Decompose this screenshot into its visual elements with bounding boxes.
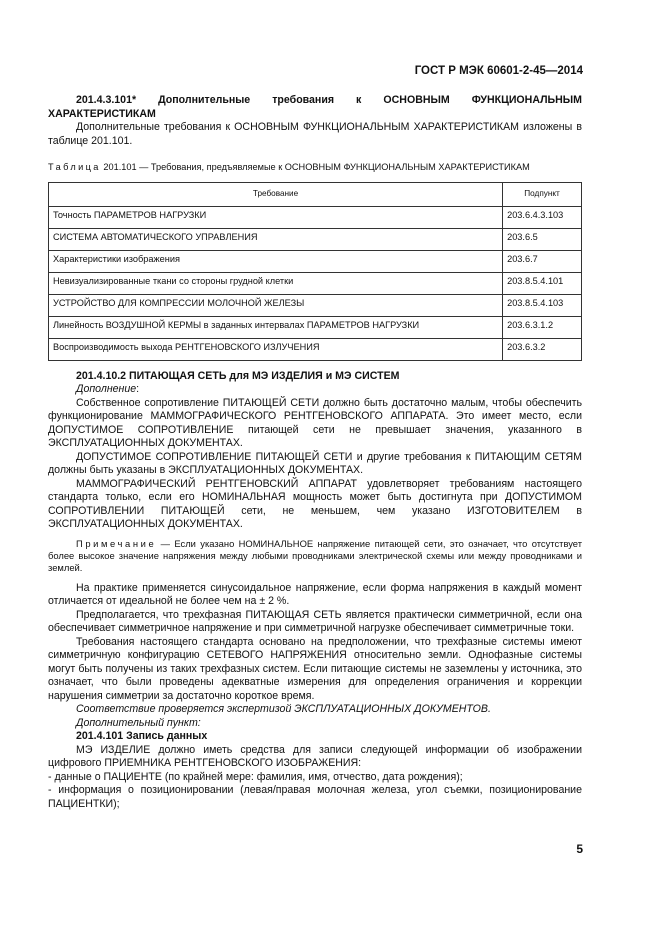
table-row [49, 250, 582, 272]
table-cell-requirement: Точность ПАРАМЕТРОВ НАГРУЗКИ [49, 206, 503, 228]
compliance-statement: Соответствие проверяется экспертизой ЭКСПЛУАТАЦИОННЫХ ДОКУМЕНТОВ. [76, 703, 491, 715]
note-text: — Если указано НОМИНАЛЬНОЕ напряжение питающей сети, это означает, что отсутствует более высокое значение напряжения между любыми проводниками электрической схемы или между проводниками и землей. [48, 537, 582, 573]
paragraph: Предполагается, что трехфазная ПИТАЮЩАЯ СЕТЬ является практически симметричной, если она обеспечивает симметричное напряжение и при симметричной нагрузке обеспечивает симметричные токи. [48, 608, 582, 634]
paragraph: МЭ ИЗДЕЛИЕ должно иметь средства для записи следующей информации об изображении цифрового ПРИЕМНИКА РЕНТГЕНОВСКОГО ИЗОБРАЖЕНИЯ: [48, 743, 582, 769]
addition-label [48, 383, 582, 397]
additional-subclause-label: Дополнительный пункт: [76, 716, 201, 729]
table-cell-subclause: 203.6.3.1.2 [503, 316, 582, 338]
table-cell-subclause: 203.6.5 [503, 228, 582, 250]
list-item: - информация о позиционировании (левая/правая молочная железа, угол съемки, позиционирование ПАЦИЕНТКИ); [48, 784, 582, 810]
section-heading-201-4-101: 201.4.101 Запись данных [76, 730, 208, 742]
table-caption-word: Таблица [48, 162, 101, 172]
addition-label-colon: : [136, 383, 140, 395]
section-heading-201-4-3-101-cont: ХАРАКТЕРИСТИКАМ [48, 107, 156, 120]
note [48, 538, 582, 574]
column-header-subclause: Подпункт [503, 182, 582, 206]
page-number: 5 [576, 842, 583, 856]
table-cell-subclause: 203.6.4.3.103 [503, 206, 582, 228]
table-row [49, 316, 582, 338]
table-cell-requirement: УСТРОЙСТВО ДЛЯ КОМПРЕССИИ МОЛОЧНОЙ ЖЕЛЕЗЫ [49, 294, 503, 316]
table-cell-requirement: СИСТЕМА АВТОМАТИЧЕСКОГО УПРАВЛЕНИЯ [49, 228, 503, 250]
list-item: - данные о ПАЦИЕНТЕ (по крайней мере: фамилия, имя, отчество, дата рождения); [48, 770, 463, 783]
page-content [48, 94, 582, 811]
section-heading-201-4-3-101: 201.4.3.101* Дополнительные требования к ОСНОВНЫМ ФУНКЦИОНАЛЬНЫМ [76, 94, 582, 106]
table-cell-requirement: Характеристики изображения [49, 250, 503, 272]
spacer [48, 361, 582, 370]
table-header-row [49, 182, 582, 206]
table-cell-requirement: Линейность ВОЗДУШНОЙ КЕРМЫ в заданных интервалах ПАРАМЕТРОВ НАГРУЗКИ [49, 316, 503, 338]
note-word: Примечание [76, 537, 157, 549]
table-caption [48, 161, 582, 175]
requirements-table [48, 182, 582, 361]
paragraph: Дополнительные требования к ОСНОВНЫМ ФУНКЦИОНАЛЬНЫМ ХАРАКТЕРИСТИКАМ изложены в таблице 201.101. [48, 121, 582, 147]
paragraph: ДОПУСТИМОЕ СОПРОТИВЛЕНИЕ ПИТАЮЩЕЙ СЕТИ и другие требования к ПИТАЮЩИМ СЕТЯМ должны быть указаны в ЭКСПЛУАТАЦИОННЫХ ДОКУМЕНТАХ. [48, 450, 582, 476]
table-cell-requirement: Невизуализированные ткани со стороны грудной клетки [49, 272, 503, 294]
table-row [49, 338, 582, 360]
document-code: ГОСТ Р МЭК 60601-2-45—2014 [414, 65, 583, 77]
table-cell-subclause: 203.8.5.4.101 [503, 272, 582, 294]
section-heading-201-4-10-2: 201.4.10.2 ПИТАЮЩАЯ СЕТЬ для МЭ ИЗДЕЛИЯ и МЭ СИСТЕМ [76, 369, 400, 382]
paragraph: Собственное сопротивление ПИТАЮЩЕЙ СЕТИ должно быть достаточно малым, чтобы обеспечить функционирование МАММОГРАФИЧЕСКОГО РЕНТГЕНОВСКОГО АППАРАТА. Это имеет место, если ДОПУСТИМОЕ СОПРОТИВЛЕНИЕ питающей сети не превышает значения, указанного в ЭКСПЛУАТАЦИОННЫХ ДОКУМЕНТАХ. [48, 396, 582, 449]
table-caption-text: 201.101 — Требования, предъявляемые к ОСНОВНЫМ ФУНКЦИОНАЛЬНЫМ ХАРАКТЕРИСТИКАМ [100, 162, 530, 172]
table-row [49, 206, 582, 228]
addition-label-text: Дополнение [76, 383, 137, 395]
paragraph: Требования настоящего стандарта основано на предположении, что трехфазные системы имеют симметричную конфигурацию СЕТЕВОГО НАПРЯЖЕНИЯ относительно земли. Однофазные системы могут быть получены из таких трехфазных систем. Если питающие системы не заземлены у источника, это означает, что были проведены адекватные измерения для определения ограничения и коррекции нарушения симметрии за достаточно короткое время. [48, 635, 582, 702]
paragraph: На практике применяется синусоидальное напряжение, если форма напряжения в каждый момент отличается от идеальной не более чем на ± 2 %. [48, 581, 582, 607]
table-cell-requirement: Воспроизводимость выхода РЕНТГЕНОВСКОГО ИЗЛУЧЕНИЯ [49, 338, 503, 360]
table-row [49, 272, 582, 294]
table-cell-subclause: 203.6.7 [503, 250, 582, 272]
table-cell-subclause: 203.8.5.4.103 [503, 294, 582, 316]
table-cell-subclause: 203.6.3.2 [503, 338, 582, 360]
column-header-requirement: Требование [49, 182, 503, 206]
paragraph: МАММОГРАФИЧЕСКИЙ РЕНТГЕНОВСКИЙ АППАРАТ удовлетворяет требованиям настоящего стандарта только, если его НОМИНАЛЬНАЯ мощность может быть достигнута при ДОПУСТИМОМ СОПРОТИВЛЕНИИ ПИТАЮЩЕЙ сети, не меньшем, чем указано ИЗГОТОВИТЕЛЕМ в ЭКСПЛУАТАЦИОННЫХ ДОКУМЕНТАХ. [48, 477, 582, 530]
table-row [49, 228, 582, 250]
table-row [49, 294, 582, 316]
